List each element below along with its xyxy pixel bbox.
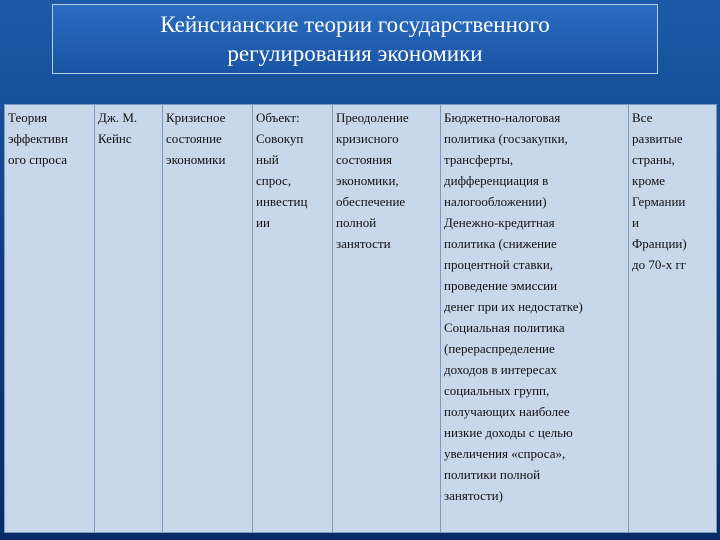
cell-line: политика (госзакупки, xyxy=(444,131,568,146)
cell-policy xyxy=(441,105,629,533)
cell-line: Теория xyxy=(8,110,48,125)
cell-line: Денежно-кредитная xyxy=(444,215,555,230)
cell-line: налогообложении) xyxy=(444,194,547,209)
cell-countries xyxy=(629,105,717,533)
cell-line: ого спроса xyxy=(8,152,68,167)
cell-line: обеспечение xyxy=(336,194,406,209)
cell-line: Бюджетно-налоговая xyxy=(444,110,561,125)
cell-line: доходов в интересах xyxy=(444,362,557,377)
cell-line: Кейнс xyxy=(98,131,132,146)
cell-line: занятости) xyxy=(444,488,503,503)
cell-line: Все xyxy=(632,110,653,125)
cell-line: полной xyxy=(336,215,377,230)
theory-table xyxy=(4,104,717,533)
cell-line: состояние xyxy=(166,131,222,146)
cell-line: страны, xyxy=(632,152,675,167)
table-row xyxy=(5,105,717,533)
cell-line: Германии xyxy=(632,194,686,209)
slide-title-box xyxy=(52,4,658,74)
cell-line: Преодоление xyxy=(336,110,409,125)
cell-state xyxy=(163,105,253,533)
cell-line: состояния xyxy=(336,152,392,167)
cell-line: эффективн xyxy=(8,131,68,146)
cell-line: Франции) xyxy=(632,236,687,251)
cell-line: развитые xyxy=(632,131,683,146)
cell-theory xyxy=(5,105,95,533)
cell-line: ный xyxy=(256,152,279,167)
cell-line: экономики xyxy=(166,152,226,167)
cell-line: процентной ставки, xyxy=(444,257,554,272)
cell-goal xyxy=(333,105,441,533)
cell-line: Кризисное xyxy=(166,110,226,125)
cell-line: Дж. М. xyxy=(98,110,138,125)
cell-line: ии xyxy=(256,215,270,230)
cell-author xyxy=(95,105,163,533)
cell-line: политики полной xyxy=(444,467,541,482)
cell-line: (перераспределение xyxy=(444,341,555,356)
cell-line: денег при их недостатке) xyxy=(444,299,583,314)
cell-line: экономики, xyxy=(336,173,399,188)
cell-line: до 70-х гг xyxy=(632,257,687,272)
cell-line: кризисного xyxy=(336,131,399,146)
title-line-2: регулирования экономики xyxy=(227,41,483,66)
cell-line: инвестиц xyxy=(256,194,308,209)
cell-line: получающих наиболее xyxy=(444,404,570,419)
cell-line: социальных групп, xyxy=(444,383,550,398)
cell-line: спрос, xyxy=(256,173,292,188)
cell-line: низкие доходы с целью xyxy=(444,425,573,440)
slide-title xyxy=(160,10,550,68)
cell-object xyxy=(253,105,333,533)
cell-line: Совокуп xyxy=(256,131,304,146)
cell-line: увеличения «спроса», xyxy=(444,446,566,461)
cell-line: политика (снижение xyxy=(444,236,557,251)
cell-line: и xyxy=(632,215,639,230)
cell-line: Объект: xyxy=(256,110,300,125)
title-line-1: Кейнсианские теории государственного xyxy=(160,12,550,37)
cell-line: трансферты, xyxy=(444,152,514,167)
cell-line: Социальная политика xyxy=(444,320,565,335)
cell-line: занятости xyxy=(336,236,391,251)
cell-line: дифференциация в xyxy=(444,173,549,188)
cell-line: проведение эмиссии xyxy=(444,278,558,293)
cell-line: кроме xyxy=(632,173,666,188)
